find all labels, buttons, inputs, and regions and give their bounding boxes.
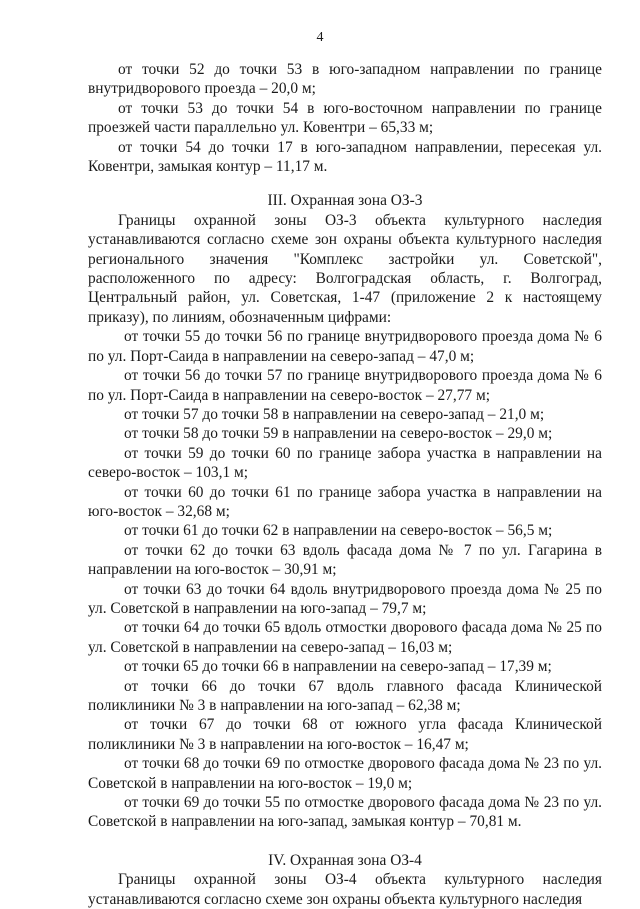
paragraph-top-2: от точки 53 до точки 54 в юго-восточном направлении по границе проезжей части параллельно ул. Ковентри – 65,33 м; xyxy=(88,99,602,137)
section-3-item-12: от точки 66 до точки 67 вдоль главного фасада Клинической поликлиники № 3 в направлении на юго-запад – 62,38 м; xyxy=(88,677,602,714)
section-3-item-8: от точки 62 до точки 63 вдоль фасада дома № 7 по ул. Гагарина в направлении на юго-восток – 30,91 м; xyxy=(88,541,602,579)
section-3-item-9: от точки 63 до точки 64 вдоль внутридворового проезда дома № 25 по ул. Советской в направлении на юго-запад – 79,7 м; xyxy=(88,580,602,617)
page-number: 4 xyxy=(316,30,324,45)
section-3-item-13: от точки 67 до точки 68 от южного угла фасада Клинической поликлиники № 3 в направлении на юго-восток – 16,47 м; xyxy=(88,716,602,753)
section-3-intro: Границы охранной зоны ОЗ-3 объекта культурного наследия устанавливаются согласно схеме зон охраны объекта культурного наследия регионального значения "Комплекс застройки ул. Советской", расположенного по адресу: Волгоградская область, г. Волгоград, Центральный район, ул. Советская, 1-47 (приложение 2 к настоящему приказу), по линиям, обозначенным цифрами: xyxy=(88,211,602,326)
section-3-item-14: от точки 68 до точки 69 по отмостке дворового фасада дома № 23 по ул. Советской в направлении на юго-восток – 19,0 м; xyxy=(88,755,602,792)
document-body xyxy=(88,60,602,909)
paragraph-top-3: от точки 54 до точки 17 в юго-западном направлении, пересекая ул. Ковентри, замыкая контур – 11,17 м. xyxy=(88,138,602,176)
section-3-item-3: от точки 57 до точки 58 в направлении на северо-запад – 21,0 м; xyxy=(124,405,545,423)
section-3-item-1: от точки 55 до точки 56 по границе внутридворового проезда дома № 6 по ул. Порт-Саида в направлении на северо-запад – 47,0 м; xyxy=(88,328,602,365)
section-3-item-15: от точки 69 до точки 55 по отмостке дворового фасада дома № 23 по ул. Советской в направлении на юго-запад, замыкая контур – 70,81 м. xyxy=(88,794,602,831)
section-3-item-4: от точки 58 до точки 59 в направлении на северо-восток – 29,0 м; xyxy=(124,425,553,443)
section-4-intro: Границы охранной зоны ОЗ-4 объекта культурного наследия устанавливаются согласно схеме зон охраны объекта культурного наследия xyxy=(88,871,602,908)
section-3-item-5: от точки 59 до точки 60 по границе забора участка в направлении на северо-восток – 103,1 м; xyxy=(88,444,602,482)
section-3-heading: III. Охранная зона ОЗ-3 xyxy=(267,192,423,210)
section-3-item-10: от точки 64 до точки 65 вдоль отмостки дворового фасада дома № 25 по ул. Советской в направлении на северо-запад – 16,03 м; xyxy=(88,619,602,656)
section-3-item-2: от точки 56 до точки 57 по границе внутридворового проезда дома № 6 по ул. Порт-Саида в направлении на северо-восток – 27,77 м; xyxy=(88,367,602,404)
paragraph-top-1: от точки 52 до точки 53 в юго-западном направлении по границе внутридворового проезда – 20,0 м; xyxy=(88,61,602,98)
section-4-heading: IV. Охранная зона ОЗ-4 xyxy=(268,851,422,869)
section-3-item-7: от точки 61 до точки 62 в направлении на северо-восток – 56,5 м; xyxy=(124,522,553,540)
section-3-item-11: от точки 65 до точки 66 в направлении на северо-запад – 17,39 м; xyxy=(124,658,552,676)
section-3-item-6: от точки 60 до точки 61 по границе забора участка в направлении на юго-восток – 32,68 м; xyxy=(88,483,602,520)
